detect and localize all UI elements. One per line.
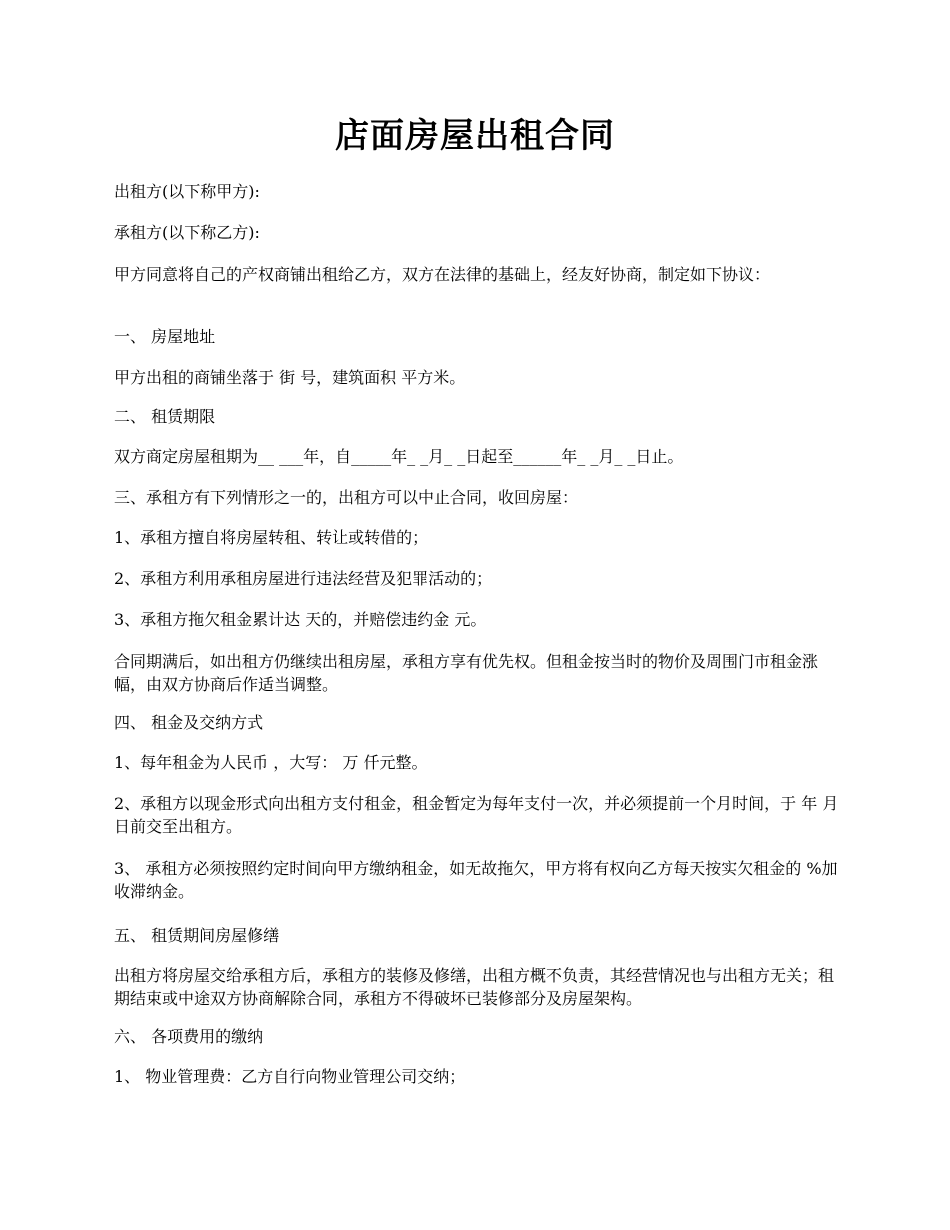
section-4-heading: 四、 租金及交纳方式	[114, 713, 264, 732]
section-3-heading: 三、承租方有下列情形之一的，出租方可以中止合同，收回房屋：	[114, 488, 579, 507]
lessor-line: 出租方(以下称甲方):	[114, 182, 260, 201]
section-3-item-1: 1、承租方擅自将房屋转租、转让或转借的；	[114, 528, 429, 547]
lessee-line: 承租方(以下称乙方):	[114, 223, 260, 242]
section-6-heading: 六、 各项费用的缴纳	[114, 1027, 264, 1046]
section-3-item-3: 3、承租方拖欠租金累计达 天的，并赔偿违约金 元。	[114, 610, 487, 629]
intro-paragraph: 甲方同意将自己的产权商铺出租给乙方，双方在法律的基础上，经友好协商，制定如下协议：	[114, 265, 771, 284]
section-1-heading: 一、 房屋地址	[114, 327, 216, 346]
section-5-heading: 五、 租赁期间房屋修缮	[114, 926, 280, 945]
section-4-item-2: 2、承租方以现金形式向出租方支付租金，租金暂定为每年支付一次，并必须提前一个月时间，于 年 月 日前交至出租方。	[114, 794, 839, 836]
section-3-item-2: 2、承租方利用承租房屋进行违法经营及犯罪活动的；	[114, 569, 493, 588]
section-4-item-1: 1、每年租金为人民币 ，大写： 万 仟元整。	[114, 753, 428, 772]
section-4-item-3: 3、 承租方必须按照约定时间向甲方缴纳租金，如无故拖欠，甲方将有权向乙方每天按实欠租金的 %加收滞纳金。	[114, 859, 838, 901]
section-2-text: 双方商定房屋租期为__ ___年，自_____年_ _月_ _日起至______年_ _月_ _日止。	[114, 447, 684, 466]
section-5-text: 出租方将房屋交给承租方后，承租方的装修及修缮，出租方概不负责，其经营情况也与出租方无关；租期结束或中途双方协商解除合同，承租方不得破坏已装修部分及房屋架构。	[114, 966, 835, 1008]
document-title: 店面房屋出租合同	[335, 116, 615, 156]
section-2-heading: 二、 租赁期限	[114, 407, 216, 426]
section-3-note: 合同期满后，如出租方仍继续出租房屋，承租方享有优先权。但租金按当时的物价及周围门市租金涨幅，由双方协商后作适当调整。	[114, 652, 819, 694]
section-1-text: 甲方出租的商铺坐落于 街 号，建筑面积 平方米。	[114, 368, 466, 387]
section-6-item-1: 1、 物业管理费：乙方自行向物业管理公司交纳；	[114, 1067, 466, 1086]
